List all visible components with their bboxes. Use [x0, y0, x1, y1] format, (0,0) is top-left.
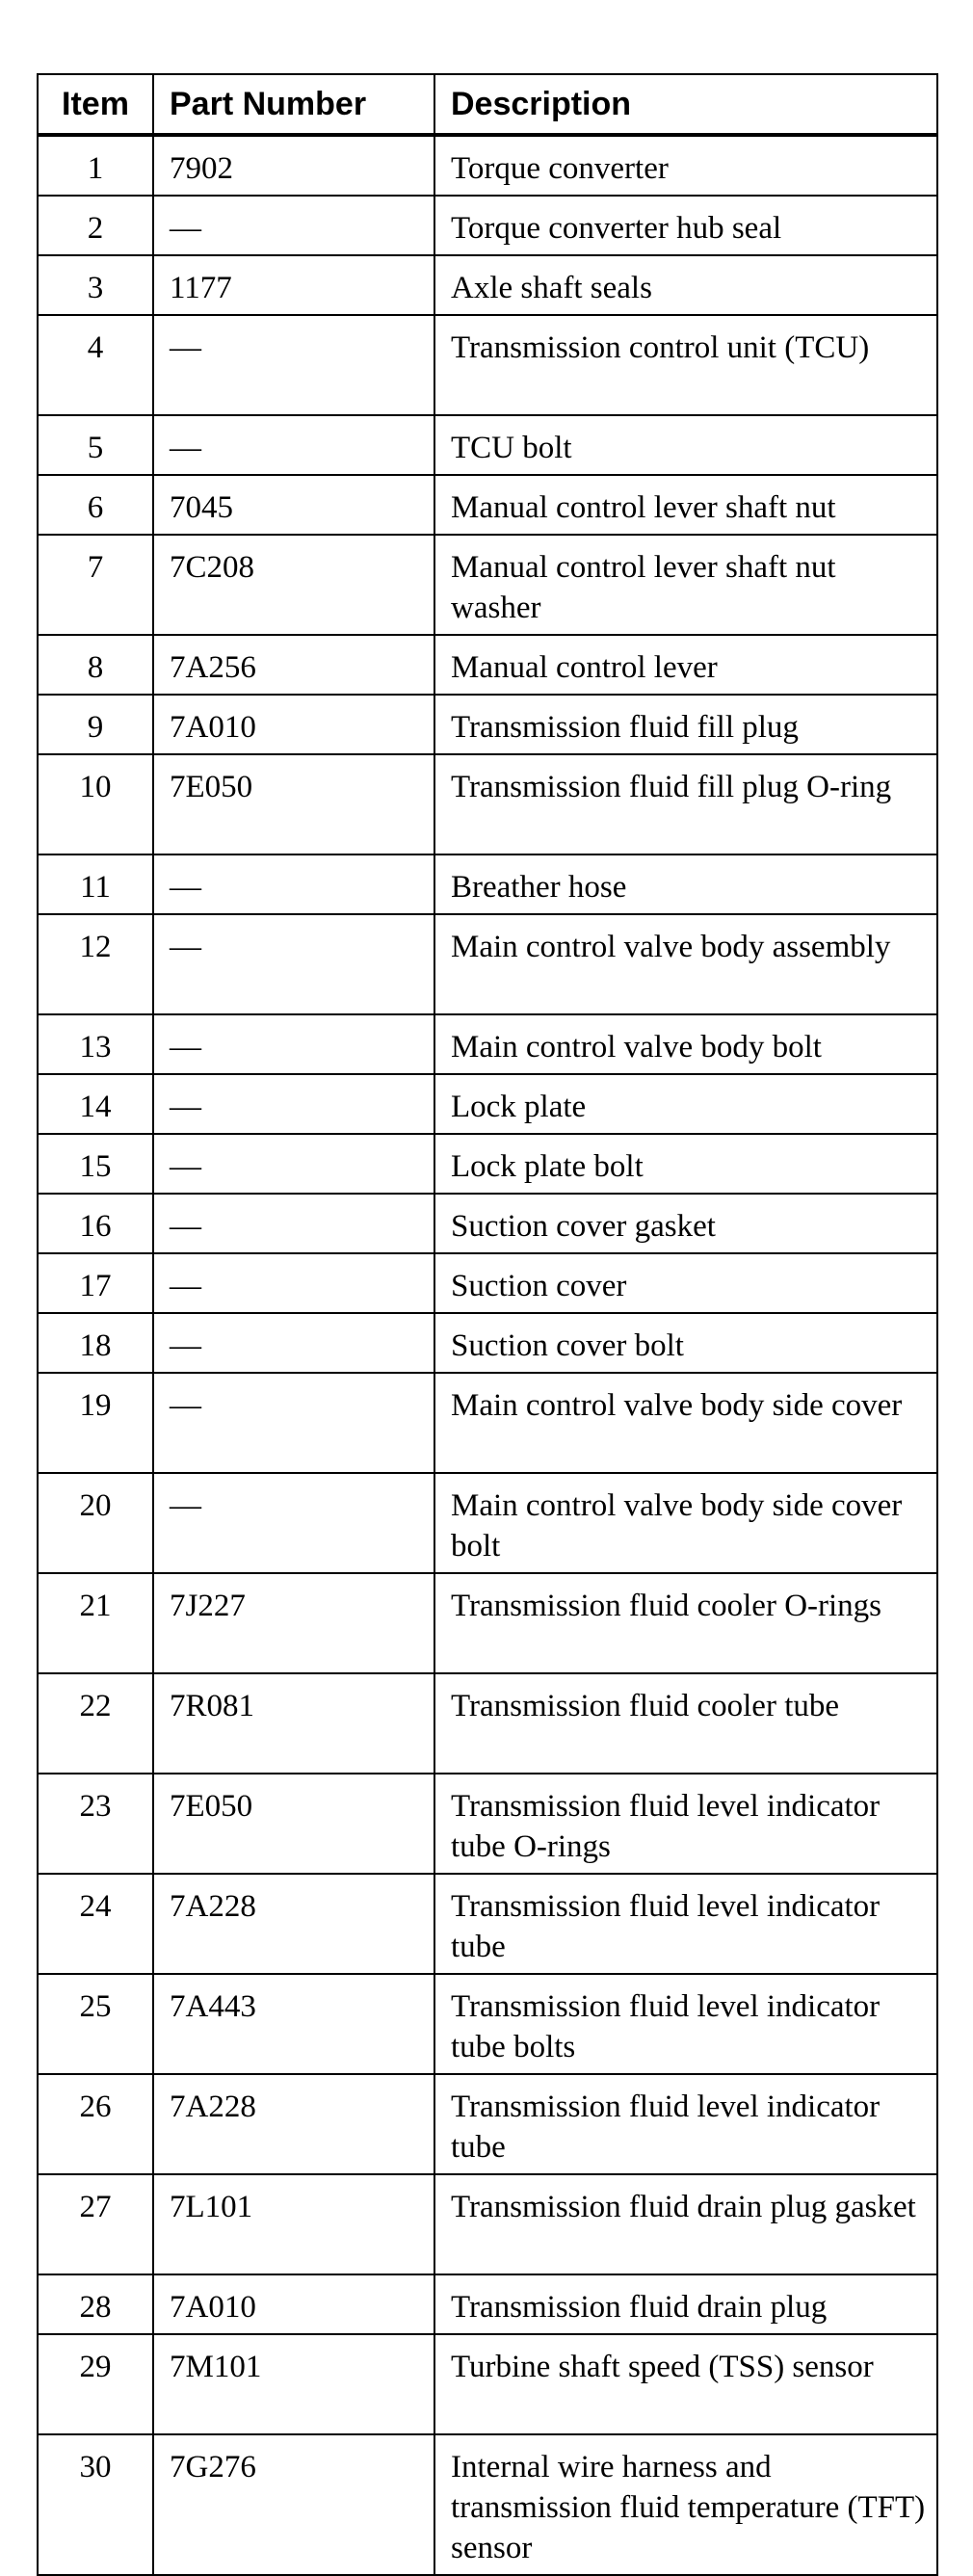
description-cell: Transmission control unit (TCU): [434, 315, 937, 415]
description-cell: Main control valve body assembly: [434, 914, 937, 1014]
item-cell: 13: [38, 1014, 153, 1074]
item-cell: 22: [38, 1673, 153, 1774]
part-number-cell: —: [153, 1373, 434, 1473]
item-cell: 14: [38, 1074, 153, 1134]
part-number-cell: 7E050: [153, 754, 434, 854]
table-row: [38, 854, 937, 914]
table-row: [38, 255, 937, 315]
table-row: [38, 196, 937, 255]
table-row: [38, 1253, 937, 1313]
item-cell: 4: [38, 315, 153, 415]
item-cell: 18: [38, 1313, 153, 1373]
part-number-cell: —: [153, 196, 434, 255]
part-number-cell: —: [153, 1194, 434, 1253]
table-row: [38, 1673, 937, 1774]
description-cell: Manual control lever shaft nut: [434, 475, 937, 535]
part-number-cell: 7A010: [153, 695, 434, 754]
item-cell: 7: [38, 535, 153, 635]
table-row: [38, 475, 937, 535]
item-cell: 25: [38, 1974, 153, 2074]
table-row: [38, 1194, 937, 1253]
item-cell: 11: [38, 854, 153, 914]
part-number-cell: 7M101: [153, 2334, 434, 2434]
part-number-cell: 7G276: [153, 2434, 434, 2575]
item-cell: 27: [38, 2174, 153, 2274]
item-cell: 19: [38, 1373, 153, 1473]
item-cell: 3: [38, 255, 153, 315]
table-row: [38, 635, 937, 695]
description-cell: Axle shaft seals: [434, 255, 937, 315]
description-cell: Main control valve body side cover: [434, 1373, 937, 1473]
part-number-cell: —: [153, 1134, 434, 1194]
description-cell: Transmission fluid level indicator tube: [434, 1874, 937, 1974]
table-row: [38, 1074, 937, 1134]
part-number-cell: —: [153, 1253, 434, 1313]
description-cell: Transmission fluid fill plug O-ring: [434, 754, 937, 854]
part-number-cell: —: [153, 1473, 434, 1573]
item-cell: 28: [38, 2274, 153, 2334]
item-cell: 26: [38, 2074, 153, 2174]
part-number-cell: —: [153, 1074, 434, 1134]
item-cell: 23: [38, 1774, 153, 1874]
item-cell: 12: [38, 914, 153, 1014]
description-cell: Suction cover: [434, 1253, 937, 1313]
part-number-cell: 7A228: [153, 1874, 434, 1974]
part-number-cell: 7R081: [153, 1673, 434, 1774]
table-row: [38, 535, 937, 635]
description-cell: Transmission fluid cooler tube: [434, 1673, 937, 1774]
part-number-cell: 7A256: [153, 635, 434, 695]
table-row: [38, 1774, 937, 1874]
description-cell: Transmission fluid level indicator tube O-rings: [434, 1774, 937, 1874]
description-cell: Suction cover bolt: [434, 1313, 937, 1373]
table-row: [38, 2174, 937, 2274]
table-row: [38, 1974, 937, 2074]
description-cell: Main control valve body bolt: [434, 1014, 937, 1074]
parts-table: [37, 73, 938, 2576]
part-number-cell: 7L101: [153, 2174, 434, 2274]
description-cell: Manual control lever shaft nut washer: [434, 535, 937, 635]
description-cell: Transmission fluid drain plug gasket: [434, 2174, 937, 2274]
description-cell: Manual control lever: [434, 635, 937, 695]
table-row: [38, 754, 937, 854]
item-cell: 15: [38, 1134, 153, 1194]
description-cell: Lock plate bolt: [434, 1134, 937, 1194]
part-number-cell: —: [153, 914, 434, 1014]
item-cell: 17: [38, 1253, 153, 1313]
item-cell: 29: [38, 2334, 153, 2434]
description-cell: Transmission fluid drain plug: [434, 2274, 937, 2334]
table-row: [38, 135, 937, 196]
description-cell: Breather hose: [434, 854, 937, 914]
part-number-cell: 7902: [153, 135, 434, 196]
header-item: Item: [38, 74, 153, 135]
table-row: [38, 1313, 937, 1373]
description-cell: Lock plate: [434, 1074, 937, 1134]
parts-table-body: [38, 135, 937, 2575]
part-number-cell: 7C208: [153, 535, 434, 635]
part-number-cell: 1177: [153, 255, 434, 315]
item-cell: 9: [38, 695, 153, 754]
table-row: [38, 695, 937, 754]
table-row: [38, 1373, 937, 1473]
table-row: [38, 1473, 937, 1573]
item-cell: 1: [38, 135, 153, 196]
table-row: [38, 1573, 937, 1673]
part-number-cell: 7045: [153, 475, 434, 535]
description-cell: Transmission fluid cooler O-rings: [434, 1573, 937, 1673]
part-number-cell: 7A010: [153, 2274, 434, 2334]
description-cell: Suction cover gasket: [434, 1194, 937, 1253]
description-cell: Main control valve body side cover bolt: [434, 1473, 937, 1573]
table-row: [38, 1874, 937, 1974]
table-row: [38, 1014, 937, 1074]
item-cell: 20: [38, 1473, 153, 1573]
item-cell: 10: [38, 754, 153, 854]
item-cell: 8: [38, 635, 153, 695]
description-cell: TCU bolt: [434, 415, 937, 475]
table-row: [38, 2274, 937, 2334]
part-number-cell: —: [153, 415, 434, 475]
item-cell: 24: [38, 1874, 153, 1974]
description-cell: Turbine shaft speed (TSS) sensor: [434, 2334, 937, 2434]
table-row: [38, 2434, 937, 2575]
header-part-number: Part Number: [153, 74, 434, 135]
description-cell: Transmission fluid level indicator tube: [434, 2074, 937, 2174]
item-cell: 21: [38, 1573, 153, 1673]
item-cell: 6: [38, 475, 153, 535]
item-cell: 30: [38, 2434, 153, 2575]
description-cell: Transmission fluid level indicator tube bolts: [434, 1974, 937, 2074]
table-row: [38, 1134, 937, 1194]
header-row: [38, 74, 937, 135]
part-number-cell: 7J227: [153, 1573, 434, 1673]
table-row: [38, 415, 937, 475]
description-cell: Torque converter: [434, 135, 937, 196]
item-cell: 5: [38, 415, 153, 475]
item-cell: 2: [38, 196, 153, 255]
part-number-cell: —: [153, 1313, 434, 1373]
part-number-cell: 7E050: [153, 1774, 434, 1874]
table-row: [38, 315, 937, 415]
header-description: Description: [434, 74, 937, 135]
part-number-cell: —: [153, 1014, 434, 1074]
table-row: [38, 2334, 937, 2434]
part-number-cell: 7A443: [153, 1974, 434, 2074]
description-cell: Transmission fluid fill plug: [434, 695, 937, 754]
table-row: [38, 2074, 937, 2174]
part-number-cell: —: [153, 854, 434, 914]
part-number-cell: 7A228: [153, 2074, 434, 2174]
table-row: [38, 914, 937, 1014]
item-cell: 16: [38, 1194, 153, 1253]
description-cell: Torque converter hub seal: [434, 196, 937, 255]
description-cell: Internal wire harness and transmission fluid temperature (TFT) sensor: [434, 2434, 937, 2575]
part-number-cell: —: [153, 315, 434, 415]
